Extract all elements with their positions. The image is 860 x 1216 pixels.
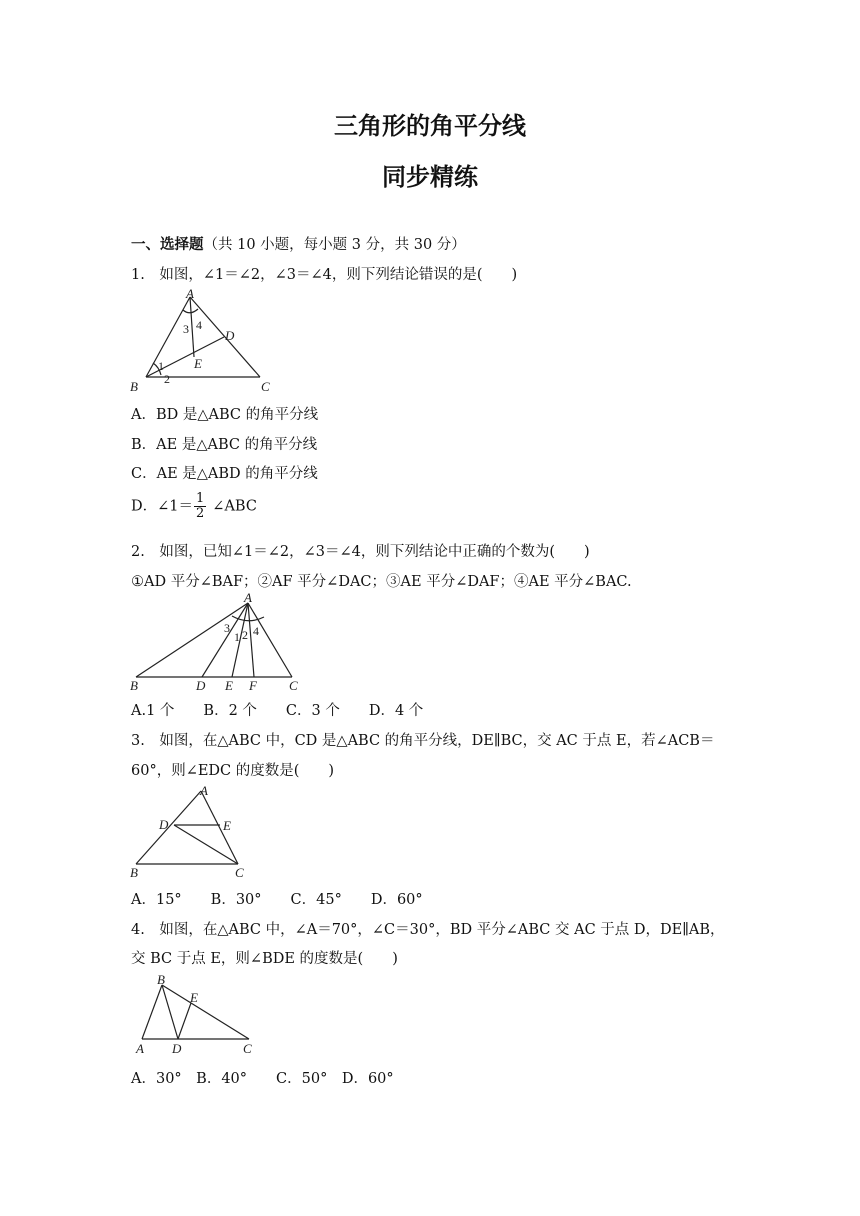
q3-side-ab xyxy=(136,791,201,864)
q1-option-d-suffix: ∠ABC xyxy=(212,498,257,515)
q1-label-c: C xyxy=(261,379,270,394)
q1-angle-3: 3 xyxy=(183,322,189,336)
q3-label-c: C xyxy=(235,865,244,880)
q4-label-b: B xyxy=(157,972,165,987)
q1-option-c: C．AE 是△ABD 的角平分线 xyxy=(131,466,318,482)
q3-stem-line1: 3. 如图，在△ABC 中，CD 是△ABC 的角平分线，DE∥BC，交 AC 于点 E，若∠ACB＝ xyxy=(131,733,715,749)
q3-label-e: E xyxy=(223,818,231,833)
q1-option-a: A．BD 是△ABC 的角平分线 xyxy=(131,407,319,423)
q2-angle-4: 4 xyxy=(253,624,259,638)
q4-stem-line2: 交 BC 于点 E，则∠BDE 的度数是( ) xyxy=(131,951,398,967)
q1-side-ab xyxy=(146,297,190,377)
q1-fraction-denominator: 2 xyxy=(196,506,205,521)
q1-angle-4: 4 xyxy=(196,318,202,332)
q4-stem-line1: 4. 如图，在△ABC 中，∠A＝70°，∠C＝30°，BD 平分∠ABC 交 AC 于点 D，DE∥AB， xyxy=(131,922,725,938)
q4-figure xyxy=(128,969,263,1059)
q3-figure xyxy=(128,781,258,881)
q2-angle-2: 2 xyxy=(242,628,248,642)
q2-side-ab xyxy=(136,603,248,677)
q2-label-d: D xyxy=(196,678,206,693)
q1-option-d xyxy=(131,492,257,521)
q2-angle-3: 3 xyxy=(224,621,230,635)
q4-label-e: E xyxy=(190,990,198,1005)
q1-segment-ae xyxy=(190,297,194,357)
q2-angle-1: 1 xyxy=(234,630,240,644)
q2-label-a: A xyxy=(244,593,252,605)
q1-label-d: D xyxy=(225,328,235,343)
q1-label-a: A xyxy=(186,287,194,301)
q1-fraction-numerator: 1 xyxy=(196,491,205,506)
doc-subtitle: 同步精练 xyxy=(382,163,478,191)
q1-angle-2: 2 xyxy=(164,372,170,386)
q2-label-f: F xyxy=(249,678,257,693)
q3-stem-line2: 60°，则∠EDC 的度数是( ) xyxy=(131,763,335,779)
q4-options: A．30° B．40° C．50° D．60° xyxy=(131,1071,394,1087)
q1-label-e: E xyxy=(194,356,202,371)
q2-label-c: C xyxy=(289,678,298,693)
q4-label-c: C xyxy=(243,1041,252,1056)
q1-angle-1: 1 xyxy=(158,359,164,373)
section-label: 一、选择题 xyxy=(131,237,204,253)
q4-side-ab xyxy=(142,985,162,1039)
q4-label-d: D xyxy=(172,1041,182,1056)
q1-stem: 1. 如图，∠1＝∠2，∠3＝∠4，则下列结论错误的是( ) xyxy=(131,267,518,283)
section-heading xyxy=(131,233,466,254)
q1-figure xyxy=(128,287,278,395)
q2-stem: 2. 如图，已知∠1＝∠2，∠3＝∠4，则下列结论中正确的个数为( ) xyxy=(131,544,590,560)
q2-label-b: B xyxy=(130,678,138,693)
section-note: （共 10 小题，每小题 3 分，共 30 分） xyxy=(203,237,466,253)
q3-label-b: B xyxy=(130,865,138,880)
q1-option-d-prefix: D．∠1＝ xyxy=(131,498,194,515)
q1-option-b: B．AE 是△ABC 的角平分线 xyxy=(131,437,318,453)
q2-options: A.1 个 B．2 个 C．3 个 D．4 个 xyxy=(131,703,424,719)
q2-statements: ①AD 平分∠BAF；②AF 平分∠DAC；③AE 平分∠DAF；④AE 平分∠BAC. xyxy=(131,574,632,590)
doc-title: 三角形的角平分线 xyxy=(334,112,526,140)
q3-label-d: D xyxy=(159,817,169,832)
q4-label-a: A xyxy=(136,1041,144,1056)
q2-side-ac xyxy=(248,603,292,677)
q3-options: A．15° B．30° C．45° D．60° xyxy=(131,892,423,908)
q4-segment-de xyxy=(178,1003,191,1039)
q2-label-e: E xyxy=(225,678,233,693)
q3-label-a: A xyxy=(200,783,208,798)
q2-figure xyxy=(128,593,308,693)
q2-segment-af xyxy=(248,603,254,677)
q1-fraction xyxy=(194,492,206,521)
q1-label-b: B xyxy=(130,379,138,394)
